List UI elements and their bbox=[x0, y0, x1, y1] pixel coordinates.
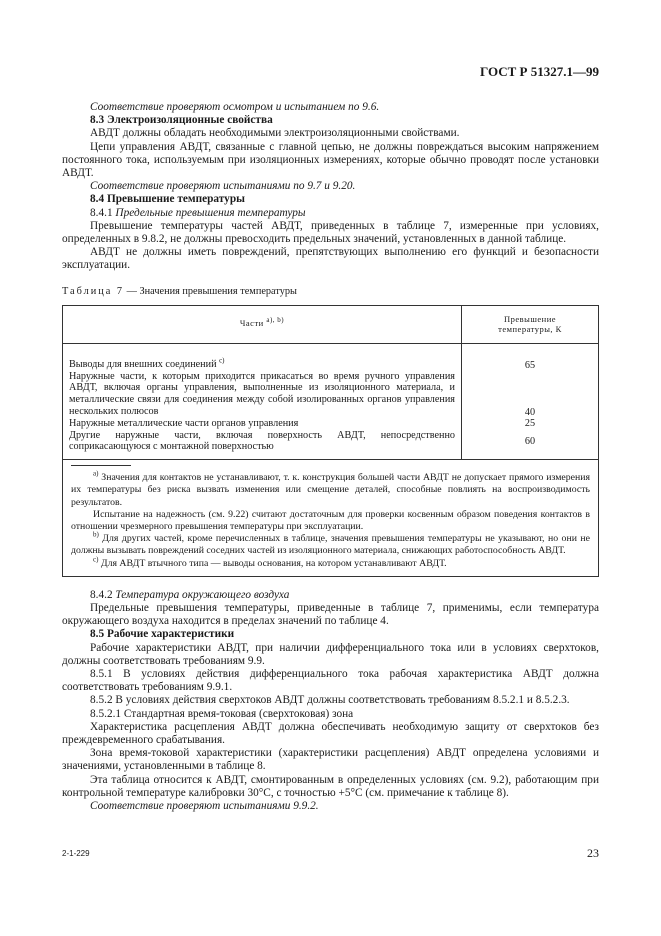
paragraph: 8.5.2 В условиях действия сверхтоков АВДТ должны соответствовать требованиям 8.5.2.1 и 8.5.2.3. bbox=[90, 694, 570, 707]
subsection-number: 8.4.1 bbox=[90, 206, 113, 219]
note-b-mark: b) bbox=[93, 530, 99, 539]
paragraph: Характеристика расцепления АВДТ должна обеспечивать необходимую защиту от сверхтоков без преждевременного срабатывания. bbox=[62, 720, 599, 747]
compliance-note-9-9-2: Соответствие проверяют испытаниями 9.9.2. bbox=[90, 800, 319, 813]
table-header-row bbox=[63, 305, 599, 343]
note-a-text: Значения для контактов не устанавливают, т. к. конструкция большей части АВДТ не допускает прямого измерения их температуры без риска вызвать изменения или смещение деталей, способные повлиять на воспроизводимость результатов. bbox=[71, 472, 590, 508]
table-row-text: Наружные металлические части органов управления bbox=[69, 417, 299, 429]
table-notes bbox=[63, 460, 599, 577]
note-c-mark: c) bbox=[93, 555, 99, 564]
compliance-note-9-7: Соответствие проверяют испытаниями по 9.7 и 9.20. bbox=[90, 180, 356, 193]
subsection-title: Температура окружающего воздуха bbox=[115, 588, 290, 601]
subsection-8-4-2-heading bbox=[62, 589, 599, 602]
table-row-value: 40 bbox=[524, 406, 536, 418]
col-header-parts-sup: а), b) bbox=[266, 316, 285, 325]
paragraph: АВДТ не должны иметь повреждений, препятствующих выполнению его функций и безопасности эксплуатации. bbox=[62, 246, 599, 272]
table-row-text bbox=[69, 356, 455, 371]
row-0-text: Выводы для внешних соединений bbox=[69, 358, 217, 370]
footer-print-code: 2-1-229 bbox=[62, 849, 90, 858]
paragraph: 8.5.1 В условиях действия дифференциального тока рабочая характеристика АВДТ должна соответствовать требованиям 9.9.1. bbox=[62, 668, 599, 694]
page-content bbox=[62, 101, 599, 813]
subsection-8-4-1-heading bbox=[62, 207, 599, 220]
table-row-text: Наружные части, к которым приходится прикасаться во время ручного управления АВДТ, включая органы управления, выполненные из изоляционного материала, и металлические связи для соединения между собой изолированных органов управления нескольких полюсов bbox=[69, 370, 455, 418]
paragraph: Рабочие характеристики АВДТ, при наличии дифференциального тока или в условиях сверхтоков, должны соответствовать требованиям 9.9. bbox=[62, 641, 599, 667]
row-0-sup: с) bbox=[219, 356, 225, 365]
subsection-number: 8.4.2 bbox=[90, 588, 113, 601]
note-c bbox=[71, 555, 590, 570]
note-a bbox=[71, 469, 590, 509]
paragraph: Зона время-токовой характеристики (характеристики расцепления) АВДТ определена условиями и значениями, установленными в таблице 8. bbox=[62, 747, 599, 773]
col-header-parts-label: Части bbox=[239, 318, 264, 329]
col-header-temp-line2: температуры, К bbox=[498, 324, 562, 335]
note-b-text: Для других частей, кроме перечисленных в таблице, значения превышения температуры не указывают, но они не должны вызывать повреждений соседних частей из изоляционного материала, снижающих работоспособность АВДТ. bbox=[71, 533, 590, 557]
section-8-5-heading: 8.5 Рабочие характеристики bbox=[90, 628, 235, 641]
compliance-note-9-6: Соответствие проверяют осмотром и испытанием по 9.6. bbox=[90, 101, 380, 113]
page-number: 23 bbox=[587, 846, 599, 860]
table-row-value: 60 bbox=[524, 436, 536, 448]
note-c-text: Для АВДТ втычного типа — выводы основания, на котором устанавливают АВДТ. bbox=[98, 557, 447, 569]
document-header-id: ГОСТ Р 51327.1—99 bbox=[480, 64, 599, 79]
subsection-title: Предельные превышения температуры bbox=[115, 206, 306, 219]
paragraph: Эта таблица относится к АВДТ, смонтированным в определенных условиях (см. 9.2), работающим при контрольной температуре калибровки 30°С, с точностью +5°С (см. примечание к таблице 8). bbox=[62, 773, 599, 799]
table-7-caption bbox=[62, 285, 599, 298]
notes-divider bbox=[71, 465, 131, 466]
note-a2: Испытание на надежность (см. 9.22) считают достаточным для проверки косвенным образом поведения контактов в отношении чрезмерного превышения температуры при эксплуатации. bbox=[71, 508, 590, 533]
section-8-4-heading: 8.4 Превышение температуры bbox=[90, 193, 245, 206]
table-row-text: Другие наружные части, включая поверхность АВДТ, непосредственно соприкасающуюся с монтажной поверхностью bbox=[69, 429, 455, 453]
col-header-temp-line1: Превышение bbox=[503, 313, 557, 324]
table-row-value: 65 bbox=[524, 359, 536, 371]
paragraph: АВДТ должны обладать необходимыми электроизоляционными свойствами. bbox=[90, 127, 460, 140]
spacer bbox=[462, 349, 598, 360]
spacer bbox=[462, 372, 598, 407]
note-b bbox=[71, 530, 590, 557]
table-row-value: 25 bbox=[524, 418, 536, 430]
paragraph: Предельные превышения температуры, приведенные в таблице 7, применимы, если температура окружающего воздуха находится в пределах значений по таблице 4. bbox=[62, 602, 599, 628]
values-cell bbox=[462, 343, 599, 459]
table-7 bbox=[62, 305, 599, 577]
note-a-mark: а) bbox=[93, 469, 99, 478]
parts-cell bbox=[63, 343, 462, 459]
paragraph: Превышение температуры частей АВДТ, приведенных в таблице 7, измеренные при условиях, определенных в 9.8.2, не должны превосходить предельных значений, установленных в данной таблице. bbox=[62, 219, 599, 246]
table-notes-row bbox=[63, 460, 599, 577]
paragraph: 8.5.2.1 Стандартная время-токовая (сверхтоковая) зона bbox=[90, 707, 354, 720]
col-header-temperature bbox=[462, 305, 599, 343]
table-body-row bbox=[63, 343, 599, 459]
col-header-parts bbox=[63, 305, 462, 343]
section-8-3-heading: 8.3 Электроизоляционные свойства bbox=[90, 114, 273, 127]
paragraph: Цепи управления АВДТ, связанные с главной цепью, не должны повреждаться высоким напряжением постоянного тока, используемым при изоляционных измерениях, которые обычно проводят после установки АВДТ. bbox=[62, 140, 599, 180]
table-caption-label: Таблица 7 bbox=[62, 285, 125, 297]
table-caption-text: — Значения превышения температуры bbox=[124, 285, 297, 297]
